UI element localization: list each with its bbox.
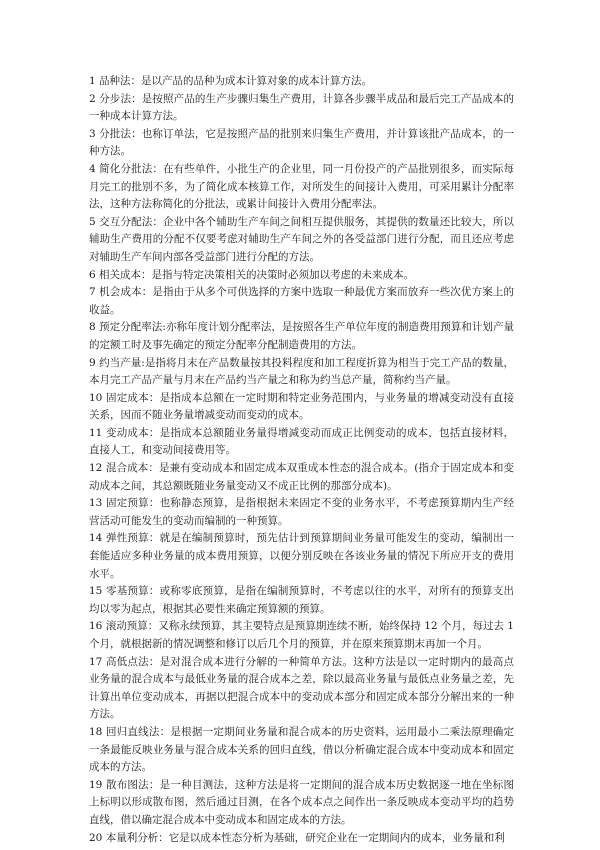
entry-xiangguan-chengben: 6 相关成本：是指与特定决策相关的决策时必须加以考虑的未来成本。 [89, 268, 415, 281]
entry-lingji-yusuan: 15 零基预算：或称零底预算，是指在编制预算时，不考虑以往的水平，对所有的预算支出均以零为起点，根据其必要性来确定预算额的预算。 [89, 585, 514, 615]
entry-yuedang-chanliang: 9 约当产量:是指将月末在产品数量按其投料程度和加工程度折算为相当于完工产品的数量，本月完工产品产量与月末在产品约当产量之和称为约当总产量，简称约当产量。 [89, 356, 514, 387]
entry-guding-chengben: 10 固定成本：是指成本总额在一定时期和特定业务范围内，与业务量的增减变动没有直接关系，因而不随业务量增减变动而变动的成本。 [89, 391, 514, 422]
entry-biandong-chengben: 11 变动成本：是指成本总额随业务量得增减变动而成正比例变动的成本，包括直接材料，直接人工，和变动间接费用等。 [89, 426, 514, 457]
entry-gundong-yusuan: 16 滚动预算：又称永续预算，其主要特点是预算期连续不断，始终保持 12 个月，每过去 1 个月，就根据新的情况调整和修订以后几个月的预算，并在原来预算期末再加一个月。 [89, 620, 514, 650]
entry-jihui-chengben: 7 机会成本：是指由于从多个可供选择的方案中选取一种最优方案而放弃一些次优方案上的收益。 [89, 286, 514, 316]
entry-jianhua-fenpifa: 4 简化分批法：在有些单件，小批生产的企业里，同一月份投产的产品批别很多，而实际每月完工的批别不多，为了简化成本核算工作，对所发生的间接计入费用，可采用累计分配率法，这种方法称简化的分批法，或累计间接计入费用分配率法。 [89, 162, 514, 211]
entry-benliangli-fenxi: 20 本量利分析：它是以成本性态分析为基础，研究企业在一定期间内的成本，业务量和利 [89, 831, 505, 844]
entry-pinzhongfa: 1 品种法：是以产品的品种为成本计算对象的成本计算方法。 [89, 75, 373, 87]
entry-gaodidianfa: 17 高低点法：是对混合成本进行分解的一种简单方法。这种方法是以一定时期内的最高点业务量的混合成本与最低业务量的混合成本之差，除以最高业务量与最低点业务量之差，先计算出单位变动成本，再据以把混合成本中的变动成本部分和固定成本部分分解出来的一种方法。 [89, 655, 514, 721]
entry-guding-yusuan: 13 固定预算：也称静态预算，是指根据未来固定不变的业务水平，不考虑预算期内生产经营活动可能发生的变动而编制的一种预算。 [89, 497, 514, 527]
entry-fenbufa: 2 分步法：是按照产品的生产步骤归集生产费用，计算各步骤半成品和最后完工产品成本的一种成本计算方法。 [89, 92, 514, 123]
entry-jiaohu-fenpeifa: 5 交互分配法：企业中各个辅助生产车间之间相互提供服务，其提供的数量还比较大，所以辅助生产费用的分配不仅要考虑对辅助生产车间之外的各受益部门进行分配，而且还应考虑对辅助生产车间内部各受益部门进行分配的方法。 [89, 215, 514, 263]
entry-tanxing-yusuan: 14 弹性预算：就是在编制预算时，预先估计到预算期间业务量可能发生的变动，编制出一套能适应多种业务量的成本费用预算，以便分别反映在各该业务量的情况下所应开支的费用水平。 [89, 532, 514, 580]
entry-fenpifa: 3 分批法：也称订单法，它是按照产品的批别来归集生产费用，并计算该批产品成本，的一种方法。 [89, 127, 514, 158]
entry-yuding-fenpeilvfa: 8 预定分配率法:亦称年度计划分配率法，是按照各生产单位年度的制造费用预算和计划产量的定额工时及事先确定的预定分配率分配制造费用的方法。 [89, 321, 514, 351]
entry-sanbutufa: 19 散布图法：是一种目测法，这种方法是将一定期间的混合成本历史数据逐一地在坐标图上标明以形成散布图，然后通过目测，在各个成本点之间作出一条反映成本变动平均的趋势直线，借以确定混合成本中变动成本和固定成本的方法。 [89, 778, 514, 826]
entry-hunhe-chengben: 12 混合成本：是兼有变动成本和固定成本双重成本性态的混合成本。(指介于固定成本和变动成本之间，其总额既随业务量变动又不成正比例的那部分成本)。 [89, 462, 514, 492]
entry-huigui-zhixianfa: 18 回归直线法：是根据一定期间业务量和混合成本的历史资料，运用最小二乘法原理确定一条最能反映业务量与混合成本关系的回归直线，借以分析确定混合成本中变动成本和固定成本的方法。 [89, 725, 514, 774]
